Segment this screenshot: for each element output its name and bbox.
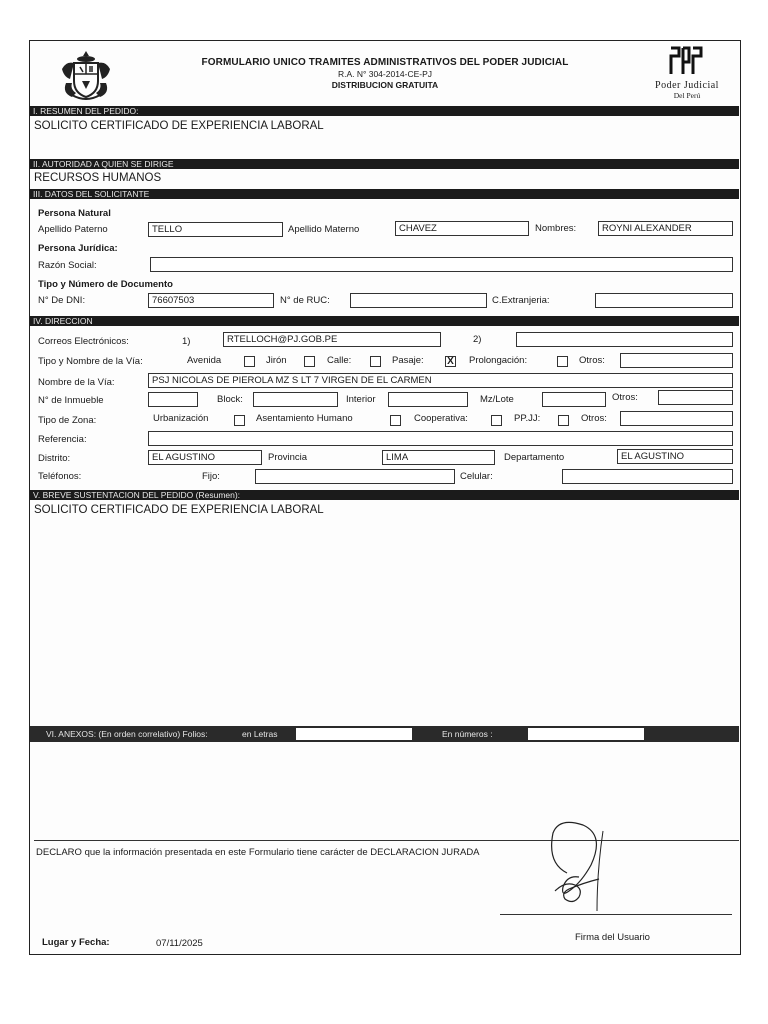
apellido-materno-field[interactable]: CHAVEZ [395, 221, 529, 236]
telefonos-label: Teléfonos: [38, 471, 82, 482]
nombre-via-label: Nombre de la Vía: [38, 377, 115, 388]
institution-subtitle: Del Perú [673, 91, 701, 100]
anexos-numeros-field[interactable] [528, 728, 644, 740]
section-solicitante-header: III. DATOS DEL SOLICITANTE [30, 189, 739, 199]
celular-field[interactable] [562, 469, 733, 484]
referencia-field[interactable] [148, 431, 733, 446]
resolution-number: R.A. N° 304-2014-CE-PJ [337, 69, 433, 79]
referencia-label: Referencia: [38, 434, 87, 445]
calle-checkbox[interactable] [370, 356, 381, 367]
persona-juridica-label: Persona Jurídica: [38, 243, 118, 254]
sustentacion-text: SOLICITO CERTIFICADO DE EXPERIENCIA LABORAL [34, 504, 324, 516]
distrito-label: Distrito: [38, 453, 71, 464]
interior-label: Interior [346, 394, 376, 405]
otros-inmueble-label: Otros: [612, 392, 638, 403]
razon-social-field[interactable] [150, 257, 733, 272]
autoridad-text: RECURSOS HUMANOS [34, 172, 162, 184]
departamento-field[interactable]: EL AGUSTINO [617, 449, 733, 464]
signature-icon [525, 821, 625, 921]
departamento-label: Departamento [504, 452, 565, 463]
resumen-text: SOLICITO CERTIFICADO DE EXPERIENCIA LABORAL [34, 120, 324, 132]
apellido-paterno-field[interactable]: TELLO [148, 222, 283, 237]
razon-social-label: Razón Social: [38, 260, 97, 271]
prolongacion-option-label: Prolongación: [469, 355, 528, 366]
distribution-note: DISTRIBUCION GRATUITA [331, 80, 439, 90]
otros-zona-label: Otros: [581, 413, 607, 424]
mzlote-field[interactable] [542, 392, 606, 407]
interior-field[interactable] [388, 392, 468, 407]
correo1-number: 1) [182, 336, 191, 347]
ruc-label: N° de RUC: [280, 295, 330, 306]
institution-name: Poder Judicial [655, 80, 719, 91]
firma-label: Firma del Usuario [575, 932, 650, 943]
asentamiento-option-label: Asentamiento Humano [256, 413, 353, 424]
fecha-value: 07/11/2025 [156, 938, 203, 949]
nombre-via-field[interactable]: PSJ NICOLAS DE PIEROLA MZ S LT 7 VIRGEN DE EL CARMEN [148, 373, 733, 388]
cooperativa-checkbox[interactable] [491, 415, 502, 426]
avenida-option-label: Avenida [187, 355, 222, 366]
lugar-fecha-label: Lugar y Fecha: [42, 937, 110, 948]
declaracion-text: DECLARO que la información presentada en este Formulario tiene carácter de DECLARACION JURADA [36, 847, 480, 858]
extranjeria-label: C.Extranjeria: [492, 295, 550, 306]
otros-zona-field[interactable] [620, 411, 733, 426]
distrito-field[interactable]: EL AGUSTINO [148, 450, 262, 465]
peru-coat-of-arms-icon [56, 47, 116, 103]
correos-label: Correos Electrónicos: [38, 336, 129, 347]
ruc-field[interactable] [350, 293, 487, 308]
anexos-numeros-label: En números : [442, 729, 493, 739]
block-label: Block: [217, 394, 243, 405]
block-field[interactable] [253, 392, 338, 407]
urbanizacion-option-label: Urbanización [153, 413, 209, 424]
tipo-documento-label: Tipo y Número de Documento [38, 279, 173, 290]
cooperativa-option-label: Cooperativa: [414, 413, 468, 424]
urbanizacion-checkbox[interactable] [234, 415, 245, 426]
anexos-label: VI. ANEXOS: (En orden correlativo) Folios: [46, 729, 208, 739]
pasaje-checkbox[interactable]: X [445, 356, 456, 367]
avenida-checkbox[interactable] [244, 356, 255, 367]
prolongacion-checkbox[interactable] [557, 356, 568, 367]
fijo-label: Fijo: [202, 471, 220, 482]
calle-option-label: Calle: [327, 355, 352, 366]
section-resumen-header: I. RESUMEN DEL PEDIDO: [30, 106, 739, 116]
pasaje-option-label: Pasaje: [392, 355, 424, 366]
extranjeria-field[interactable] [595, 293, 733, 308]
inmueble-label: N° de Inmueble [38, 395, 104, 406]
anexos-letras-field[interactable] [296, 728, 412, 740]
persona-natural-label: Persona Natural [38, 208, 111, 219]
provincia-label: Provincia [268, 452, 308, 463]
fijo-field[interactable] [255, 469, 455, 484]
provincia-field[interactable]: LIMA [382, 450, 495, 465]
dni-field[interactable]: 76607503 [148, 293, 274, 308]
form-title: FORMULARIO UNICO TRAMITES ADMINISTRATIVOS DEL PODER JUDICIAL [201, 57, 569, 68]
nombres-label: Nombres: [535, 223, 577, 234]
ppjj-checkbox[interactable] [558, 415, 569, 426]
dni-label: N° De DNI: [38, 295, 86, 306]
correo2-field[interactable] [516, 332, 733, 347]
section-direccion-header: IV. DIRECCION [30, 316, 739, 326]
signature-line [500, 914, 732, 915]
anexos-letras-label: en Letras [242, 729, 278, 739]
declaracion-divider [34, 840, 739, 841]
asentamiento-checkbox[interactable] [390, 415, 401, 426]
nombres-field[interactable]: ROYNI ALEXANDER [598, 221, 733, 236]
otros-via-field[interactable] [620, 353, 733, 368]
celular-label: Celular: [460, 471, 493, 482]
ppjj-option-label: PP.JJ: [514, 413, 541, 424]
section-autoridad-header: II. AUTORIDAD A QUIEN SE DIRIGE [30, 159, 739, 169]
form-sheet [29, 40, 741, 955]
jiron-option-label: Jirón [266, 355, 287, 366]
inmueble-field[interactable] [148, 392, 198, 407]
otros-inmueble-field[interactable] [658, 390, 733, 405]
apellido-paterno-label: Apellido Paterno [38, 224, 108, 235]
tipo-zona-label: Tipo de Zona: [38, 415, 97, 426]
mzlote-label: Mz/Lote [480, 394, 514, 405]
apellido-materno-label: Apellido Materno [288, 224, 360, 235]
poder-judicial-logo-icon [668, 45, 704, 77]
section-sustentacion-header: V. BREVE SUSTENTACION DEL PEDIDO (Resumen): [30, 490, 739, 500]
correo1-field[interactable]: RTELLOCH@PJ.GOB.PE [223, 332, 441, 347]
otros-via-label: Otros: [579, 355, 605, 366]
jiron-checkbox[interactable] [304, 356, 315, 367]
correo2-number: 2) [473, 334, 482, 345]
tipo-via-label: Tipo y Nombre de la Vía: [38, 356, 143, 367]
